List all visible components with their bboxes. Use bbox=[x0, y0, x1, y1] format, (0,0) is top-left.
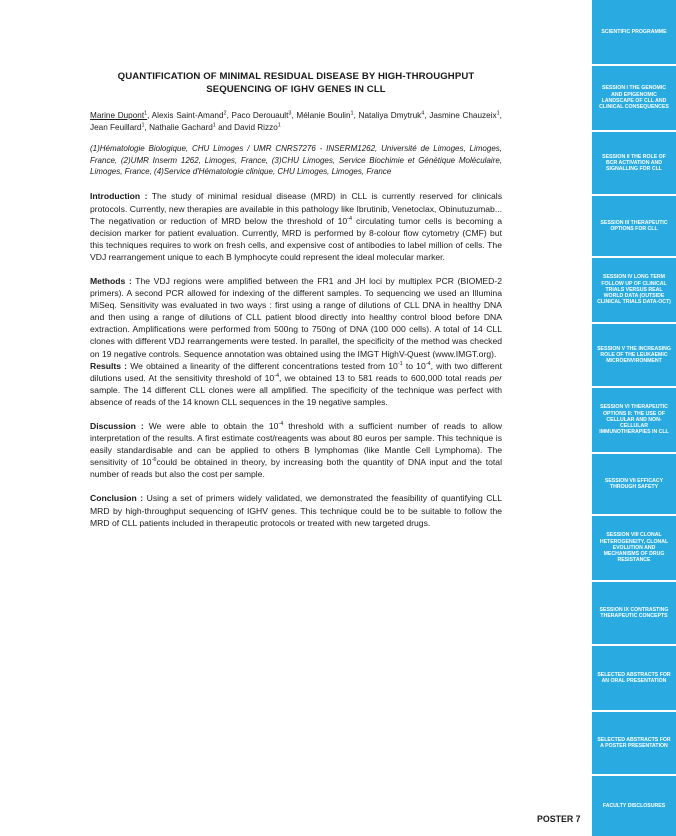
sidebar-item-session-8[interactable]: SESSION VIII CLONAL HETEROGENEITY, CLONAL EVOLUTION AND MECHANISMS OF DRUG RESISTANCE bbox=[592, 516, 676, 582]
author: Jean Feuillard bbox=[90, 122, 142, 132]
introduction-paragraph: Introduction : The study of minimal residual disease (MRD) in CLL is currently reserved for clinicals protocols. Currently, new therapies are available in this pathology like Ibrutinib, Venetoclax, Obinutuzumab... The negativation or reduction of MRD below the threshold of $10^{-4}$ circulating tumor cells is becoming a decision marker for patient evaluation. Currently, MRD is performed by 8-colour flow cytometry (CMF) but this techniques requires to work on fresh cells, and expensive cost of antibodies to label million of cells. The VDJ rearrangement unique to each B lymphocyte could represent the ideal molecular marker. bbox=[90, 191, 502, 262]
paper-title bbox=[90, 70, 502, 96]
methods-label: Methods : bbox=[90, 275, 132, 286]
sidebar-item-session-6[interactable]: SESSION VI THERAPEUTIC OPTIONS II: THE USE OF CELLULAR AND NON-CELLULAR IMMUNOTHERAPIES IN CLL bbox=[592, 388, 676, 454]
sidebar-item-session-2[interactable]: SESSION II THE ROLE OF BCR ACTIVATION AND SIGNALLING FOR CLL bbox=[592, 132, 676, 196]
results-label: Results : bbox=[90, 360, 128, 371]
sidebar-item-session-1[interactable]: SESSION I THE GENOMIC AND EPIGENOMIC LANDSCAPE OF CLL AND CLINICAL CONSEQUENCES bbox=[592, 66, 676, 132]
sidebar-item-session-3[interactable]: SESSION III THERAPEUTIC OPTIONS FOR CLL bbox=[592, 196, 676, 258]
author-list: Marine Dupont$^1$, Alexis Saint-Amand$^2$, Paco Derouault$^3$, Mélanie Boulin$^1$, Nataliya Dmytruk$^4$, Jasmine Chauzeix$^1$, Jean Feuillard$^1$, Nathalie Gachard$^1$ and David Rizzo$^1$ bbox=[90, 110, 502, 132]
sidebar-navigation bbox=[592, 0, 676, 836]
author: Alexis Saint-Amand bbox=[151, 111, 224, 120]
sidebar-item-oral-abstracts[interactable]: SELECTED ABSTRACTS FOR AN ORAL PRESENTATION bbox=[592, 646, 676, 712]
sidebar-item-scientific-programme[interactable]: SCIENTIFIC PROGRAMME bbox=[592, 0, 676, 66]
author: Nataliya Dmytruk bbox=[358, 111, 422, 120]
affiliations: (1)Hématologie Biologique, CHU Limoges / UMR CNRS7276 - INSERM1262, Université de Limoges, Limoges, France, (2)UMR Inserm 1262, Limoges, France, (3)CHU Limoges, Service Biochimie et Génétique Moléculaire, Limoges, France, (4)Service d'Hématologie clinique, CHU Limoges, Limoges, France bbox=[90, 144, 502, 176]
title-line-2: SEQUENCING OF IGHV GENES IN CLL bbox=[206, 84, 386, 95]
sidebar-item-poster-abstracts[interactable]: SELECTED ABSTRACTS FOR A POSTER PRESENTATION bbox=[592, 712, 676, 776]
conclusion-paragraph: Conclusion : Using a set of primers widely validated, we demonstrated the feasibility of quantifying CLL MRD by high-throughput sequencing of IGHV genes. This technique could be to be suitable to follow the MRD of CLL patients included in therapeutic protocols or treated with new targeted drugs. bbox=[90, 493, 502, 528]
poster-number: POSTER 7 bbox=[537, 814, 581, 824]
author: David Rizzo bbox=[234, 122, 278, 132]
introduction-label: Introduction : bbox=[90, 191, 148, 202]
sidebar-item-session-5[interactable]: SESSION V THE INCREASING ROLE OF THE LEUKAEMIC MICROENVIRONMENT bbox=[592, 324, 676, 388]
sidebar-item-session-9[interactable]: SESSION IX CONTRASTING THERAPEUTIC CONCEPTS bbox=[592, 582, 676, 646]
sidebar-item-faculty-disclosures[interactable]: FACULTY DISCLOSURES bbox=[592, 776, 676, 836]
author: Paco Derouault bbox=[231, 111, 289, 120]
discussion-label: Discussion : bbox=[90, 421, 144, 431]
results-paragraph: Results : We obtained a linearity of the different concentrations tested from $10^{-1}$ to $10^{-4}$, with two different dilutions used. At the sensitivity threshold of $10^{-4}$, we obtained 13 to 581 reads to 600,000 total reads per sample. The 14 different CLL clones were all amplified. The specificity of the technique was perfect with absence of reads of the 14 known CLL sequences in the 19 negative samples. bbox=[90, 360, 502, 407]
first-author: Marine Dupont$^1$ bbox=[90, 110, 148, 120]
author: Nathalie Gachard bbox=[149, 122, 213, 132]
conclusion-label: Conclusion : bbox=[90, 493, 144, 504]
sidebar-item-session-4[interactable]: SESSION IV LONG TERM FOLLOW UP OF CLINICAL TRIALS VERSUS REAL WORLD DATA (OUTSIDE CLINICAL TRIALS DATA-OCT) bbox=[592, 258, 676, 324]
title-line-1: QUANTIFICATION OF MINIMAL RESIDUAL DISEASE BY HIGH-THROUGHPUT bbox=[117, 71, 475, 82]
author: Jasmine Chauzeix bbox=[429, 111, 497, 120]
sidebar-item-session-7[interactable]: SESSION VII EFFICACY THROUGH SAFETY bbox=[592, 454, 676, 516]
discussion-paragraph: Discussion : We were able to obtain the $10^{-4}$ threshold with a sufficient number of reads to allow interpretation of the results. A first estimate cost/reagents was about 80 euros per sample. This technique is easily standardisable and can be applied to others B lymphomas (like Mantle Cell Lymphoma). The sensitivity of $10^{-6}could$ be obtained in theory, by increasing both the quantity of DNA input and the total number of reads but also the cost per sample. bbox=[90, 421, 502, 480]
methods-paragraph: Methods : The VDJ regions were amplified between the FR1 and JH loci by multiplex PCR (BIOMED-2 primers). A second PCR allowed for indexing of the different samples. To sequencing we used an Illumina MiSeq. Sensitivity was evaluated in two ways : first using a range of dilutions of CLL DNA in healthy DNA and then using a range of dilutions of CLL patient blood directly into healthy control blood before DNA extraction. Amplifications were performed from 500ng to 750ng of DNA (100 000 cells). A total of 14 CLL clones with different VDJ rearrangements were tested. In parallel, the specificity of the method was checked on 19 negative controls. Sequence annotation was obtained using the IMGT HighV-Quest (www.IMGT.org). bbox=[90, 275, 503, 359]
abstract-body bbox=[90, 70, 502, 529]
author: Mélanie Boulin bbox=[296, 111, 351, 120]
